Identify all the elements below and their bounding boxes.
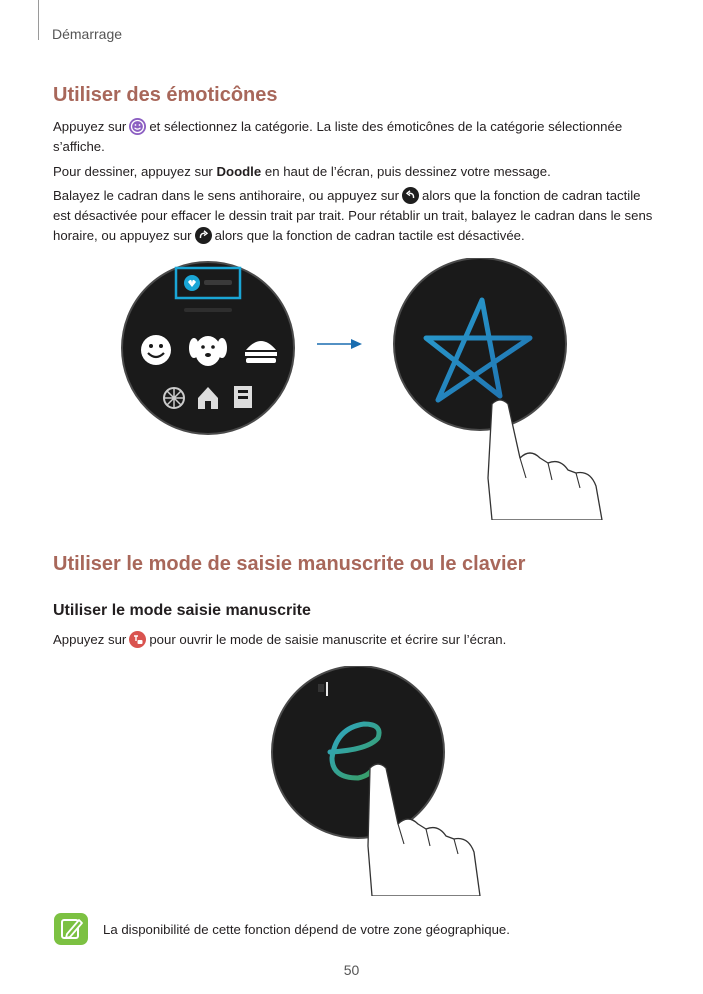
header-rule — [38, 0, 39, 40]
paragraph-emoticons-3: Balayez le cadran dans le sens antihoraire, ou appuyez sur alors que la fonction de cadran tactile est désactivée pour effacer le dessin trait par trait. Pour rétablir un trait, balayez le cadran dans le sens horaire, ou appuyez sur alors que la fonction de cadran tactile est désactivée. — [53, 188, 653, 243]
watch-doodle-star — [380, 258, 620, 520]
handwriting-icon — [129, 631, 146, 648]
transition-arrow — [315, 337, 365, 351]
watch-emoticon-categories — [118, 258, 298, 438]
watch-handwriting — [268, 666, 498, 896]
page-number: 50 — [343, 962, 360, 978]
undo-icon — [402, 187, 419, 204]
pencil-note-icon — [53, 912, 89, 946]
paragraph-handwriting: Appuyez sur pour ouvrir le mode de saisie manuscrite et écrire sur l’écran. — [53, 632, 507, 647]
category-smiley-icon — [141, 335, 171, 365]
smiley-icon — [129, 118, 146, 135]
redo-icon — [195, 227, 212, 244]
running-header: Démarrage — [52, 26, 123, 42]
paragraph-emoticons-2: Pour dessiner, appuyez sur Doodle en haut de l’écran, puis dessinez votre message. — [53, 164, 551, 179]
category-sport-icon — [164, 388, 184, 408]
doodle-heart-icon — [184, 275, 200, 291]
hand-illustration — [488, 400, 602, 520]
category-book-icon — [234, 386, 252, 408]
note-text: La disponibilité de cette fonction dépend de votre zone géographique. — [103, 922, 510, 937]
section-title-handwriting: Utiliser le mode de saisie manuscrite ou le clavier — [53, 553, 526, 575]
subsection-title-handwriting: Utiliser le mode saisie manuscrite — [53, 602, 311, 619]
section-title-emoticons: Utiliser des émoticônes — [53, 84, 278, 106]
paragraph-emoticons-1: Appuyez sur et sélectionnez la catégorie. La liste des émoticônes de la catégorie sélectionnée s’affiche. — [53, 119, 623, 154]
